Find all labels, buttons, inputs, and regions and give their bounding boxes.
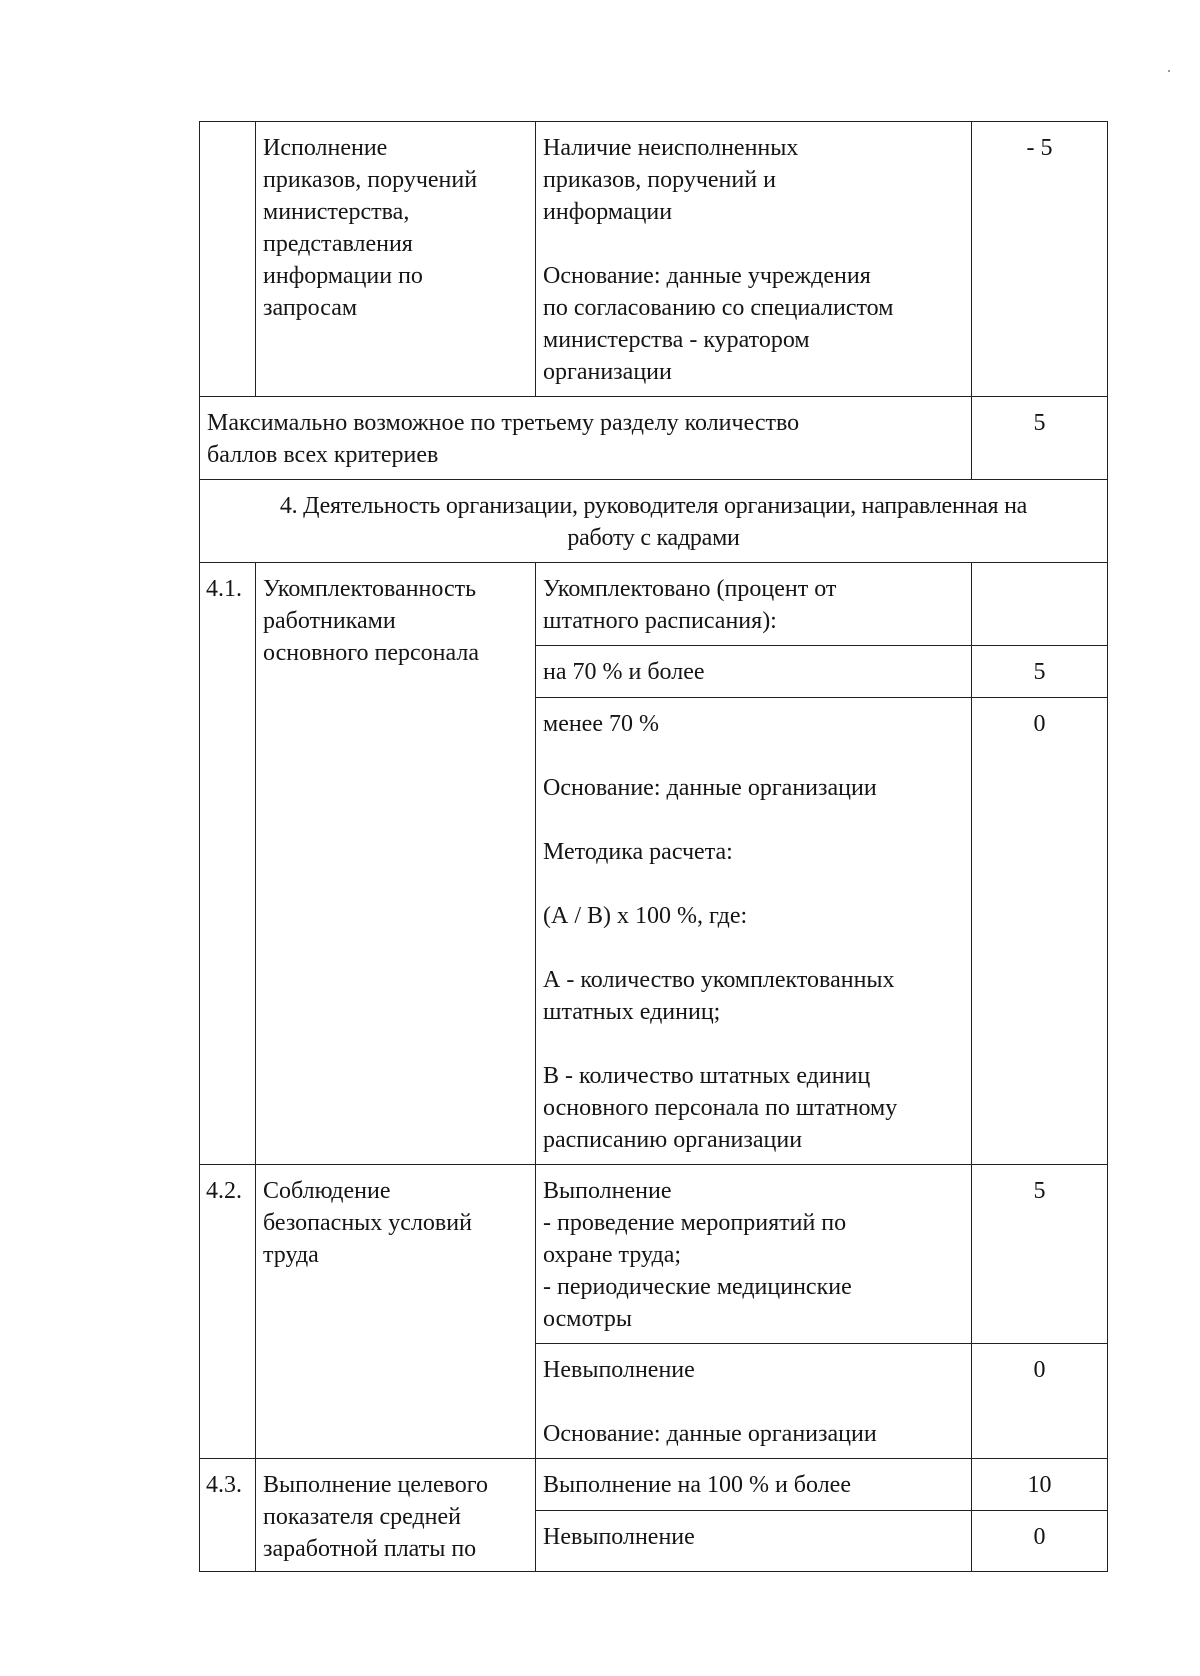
condition-text: Выполнение - проведение мероприятий по охране труда; - периодические медицинские осмотры	[543, 1178, 852, 1332]
condition-cell	[536, 122, 972, 397]
condition-cell	[536, 1459, 972, 1511]
criterion-cell	[256, 122, 536, 397]
points-cell	[972, 1511, 1108, 1572]
criterion-text: Исполнение приказов, поручений министерства, представления информации по запросам	[263, 135, 478, 321]
formula-a-definition: А - количество укомплектованных штатных единиц;	[543, 967, 895, 1025]
criterion-text: Выполнение целевого показателя средней заработной платы по	[263, 1472, 489, 1562]
points-value: 5	[1033, 1178, 1046, 1204]
max-score-label: Максимально возможное по третьему разделу количество баллов всех критериев	[207, 410, 800, 468]
criterion-text: Укомплектованность работниками основного персонала	[263, 576, 479, 666]
formula-text: (А / В) х 100 %, где:	[543, 903, 748, 929]
points-value: 5	[1033, 659, 1046, 685]
basis-text: Основание: данные организации	[543, 1421, 877, 1447]
condition-cell	[536, 563, 972, 646]
condition-cell	[536, 646, 972, 698]
table-row	[200, 1165, 1108, 1344]
basis-text: Основание: данные учреждения по согласованию со специалистом министерства - куратором организации	[543, 263, 894, 385]
table-row	[200, 122, 1108, 397]
points-cell	[972, 122, 1108, 397]
row-number: 4.3.	[206, 1472, 242, 1498]
points-cell	[972, 1344, 1108, 1459]
table-row	[200, 1459, 1108, 1511]
points-cell	[972, 1459, 1108, 1511]
points-value: 0	[1033, 711, 1046, 737]
condition-text: Невыполнение	[543, 1524, 695, 1550]
points-cell	[972, 563, 1108, 646]
points-cell	[972, 646, 1108, 698]
points-value: - 5	[1026, 135, 1053, 161]
criterion-cell	[256, 563, 536, 1165]
table-row	[200, 563, 1108, 646]
table-row	[200, 480, 1108, 563]
condition-cell	[536, 698, 972, 1165]
condition-text: на 70 % и более	[543, 659, 705, 685]
criterion-text: Соблюдение безопасных условий труда	[263, 1178, 472, 1268]
condition-cell	[536, 1511, 972, 1572]
formula-b-definition: В - количество штатных единиц основного персонала по штатному расписанию организации	[543, 1063, 898, 1153]
points-value: 10	[1027, 1472, 1052, 1498]
condition-text: менее 70 %	[543, 711, 659, 737]
points-cell	[972, 397, 1108, 480]
method-label: Методика расчета:	[543, 839, 733, 865]
row-number: 4.2.	[206, 1178, 242, 1204]
criteria-table	[199, 121, 1108, 1572]
points-value: 0	[1033, 1524, 1046, 1550]
condition-text: Выполнение на 100 % и более	[543, 1472, 851, 1498]
points-value: 5	[1033, 410, 1046, 436]
condition-cell	[536, 1165, 972, 1344]
row-number-cell	[200, 563, 256, 1165]
condition-text: Наличие неисполненных приказов, поручений и информации	[543, 135, 799, 225]
criterion-cell	[256, 1165, 536, 1459]
scan-speck	[1168, 70, 1170, 72]
points-cell	[972, 1165, 1108, 1344]
section-heading-cell	[200, 480, 1108, 563]
row-number: 4.1.	[206, 576, 242, 602]
table-row	[200, 397, 1108, 480]
points-value: 0	[1033, 1357, 1046, 1383]
points-cell	[972, 698, 1108, 1165]
condition-cell	[536, 1344, 972, 1459]
max-score-label-cell	[200, 397, 972, 480]
condition-text: Укомплектовано (процент от штатного расписания):	[543, 576, 837, 634]
row-number-cell	[200, 1165, 256, 1459]
basis-text: Основание: данные организации	[543, 775, 877, 801]
row-number-cell	[200, 1459, 256, 1572]
condition-text: Невыполнение	[543, 1357, 695, 1383]
row-number-cell	[200, 122, 256, 397]
section-heading: 4. Деятельность организации, руководителя организации, направленная на работу с кадрами	[279, 493, 1028, 551]
criterion-cell	[256, 1459, 536, 1572]
